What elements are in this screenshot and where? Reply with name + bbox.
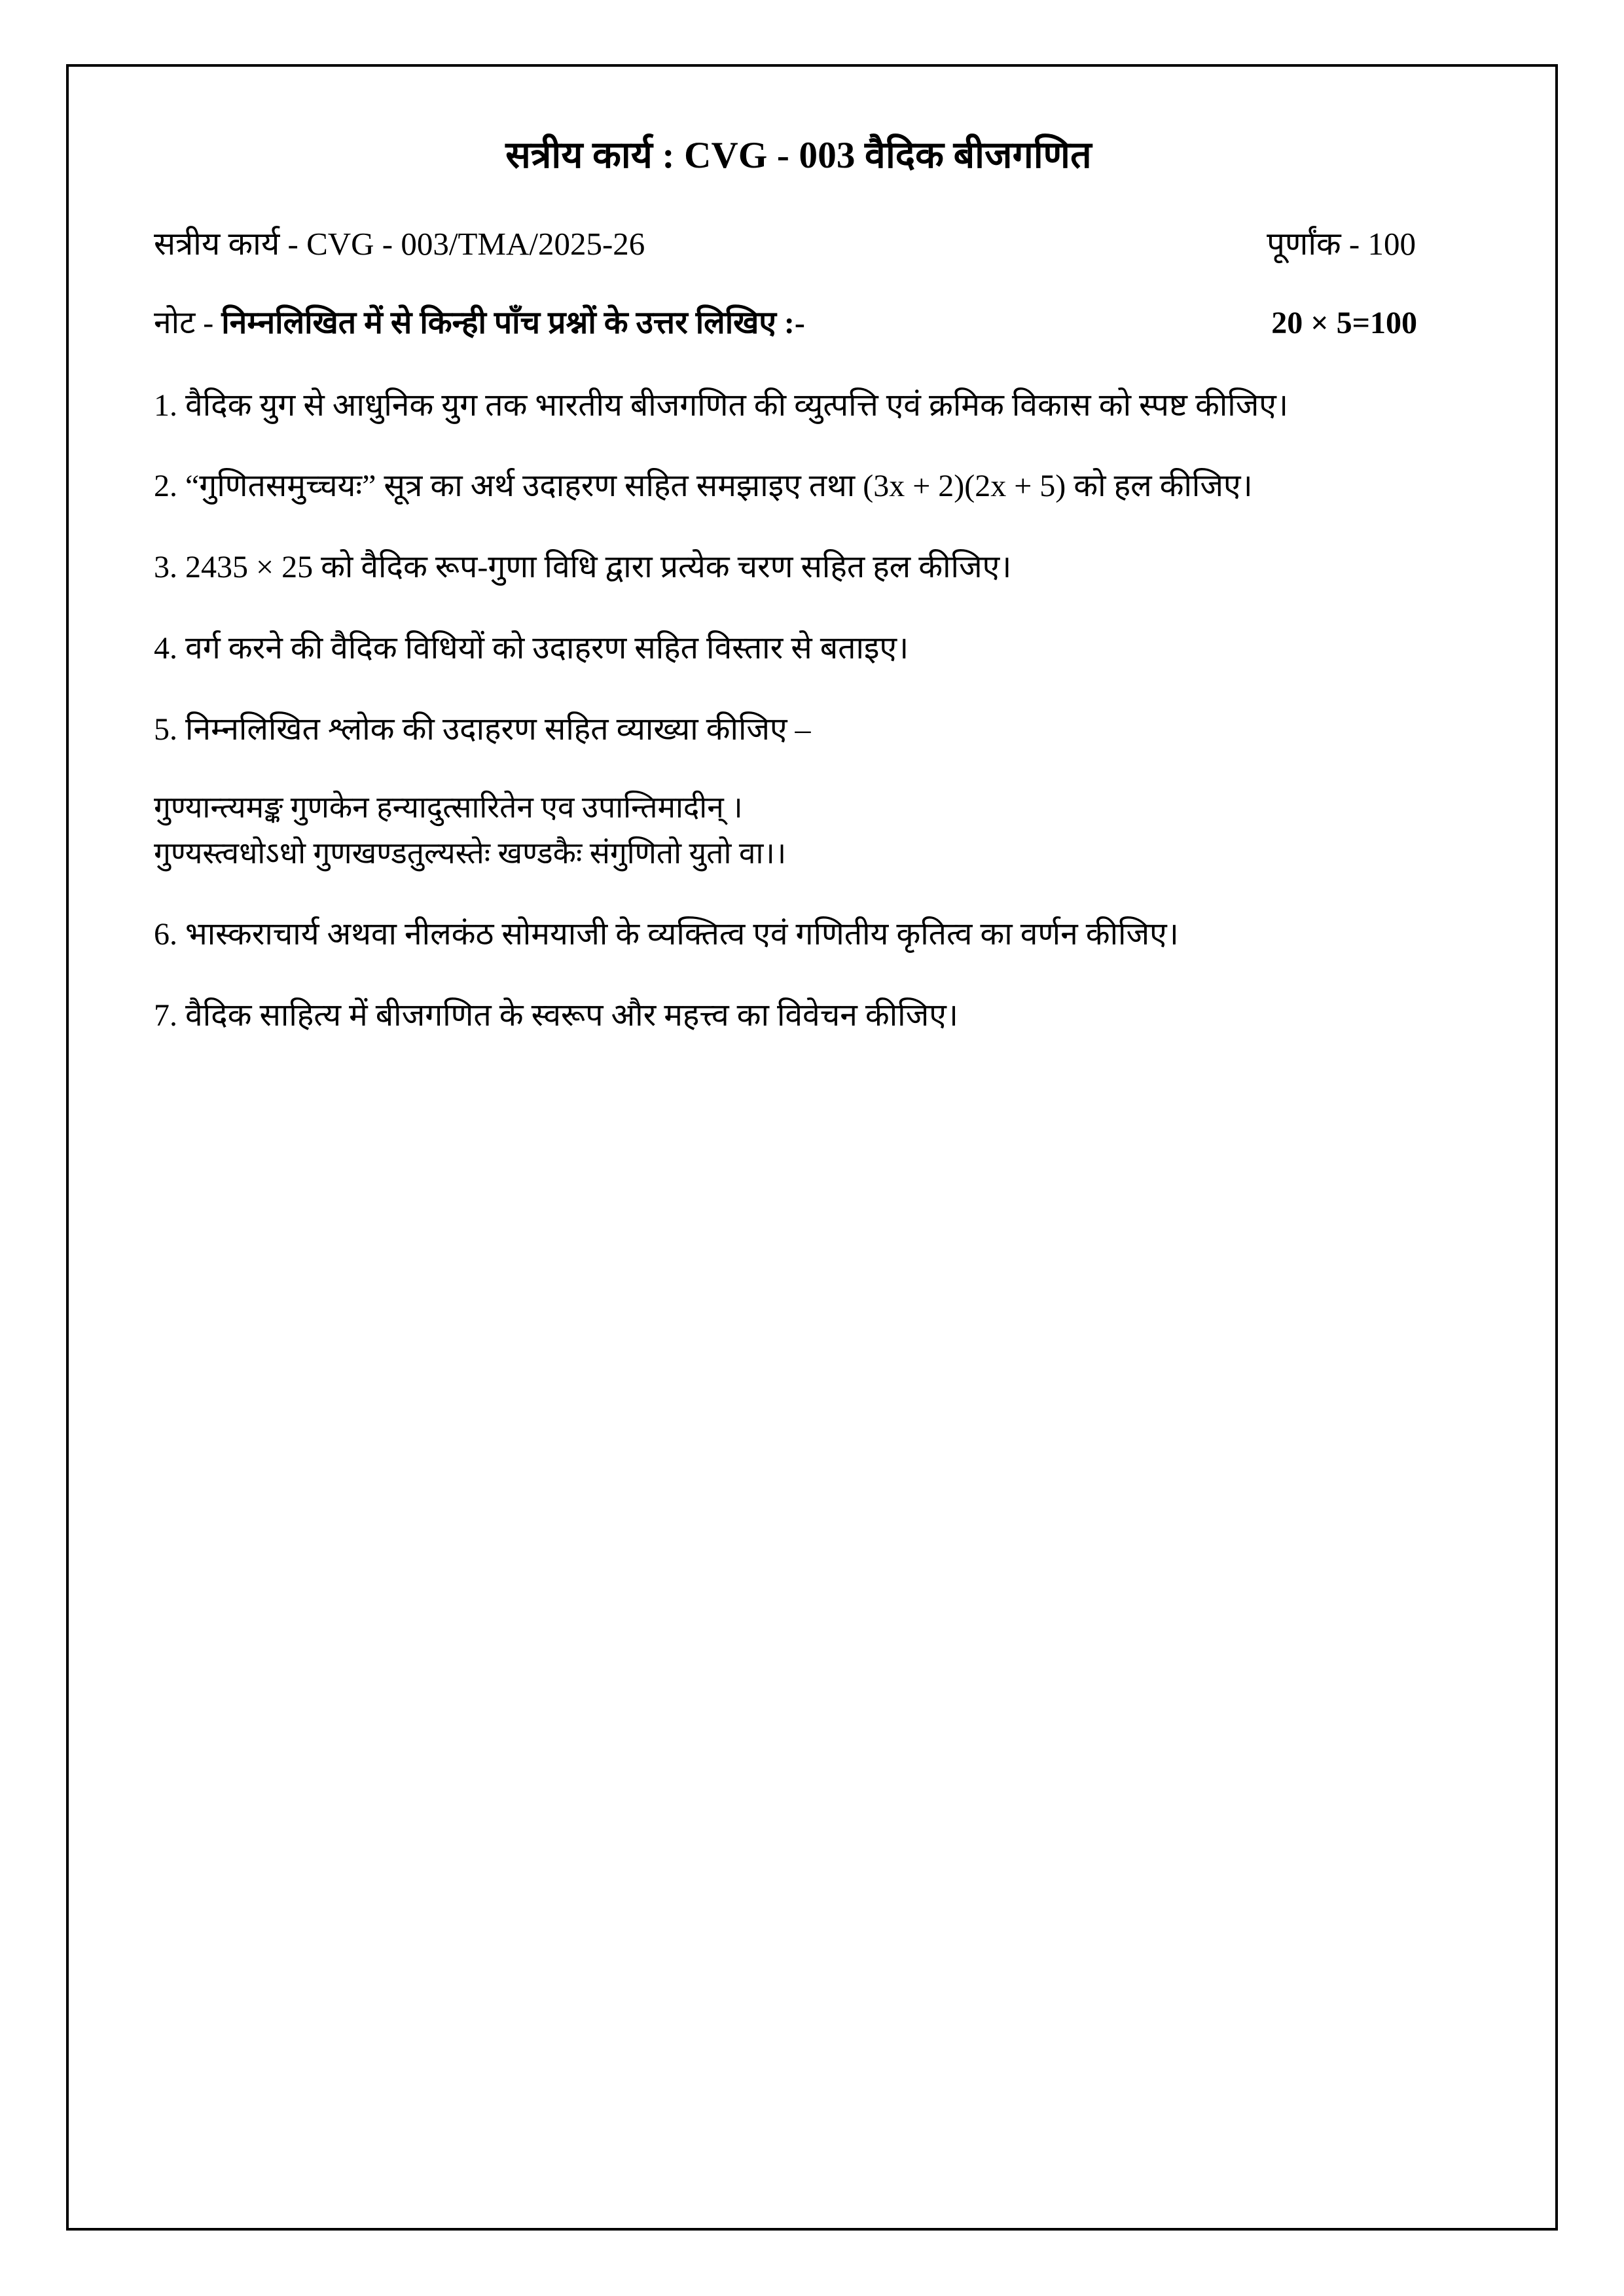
question-item: 4. वर्ग करने की वैदिक विधियों को उदाहरण सहित विस्तार से बताइए। [154, 630, 909, 666]
page-title-subject: बीजगणित [953, 135, 1092, 176]
page-title-plain: सत्रीय कार्य : CVG - 003 वैदिक [505, 135, 954, 176]
marks-scheme: 20 × 5=100 [1271, 305, 1417, 340]
verse-line: गुण्यान्त्यमङ्क गुणकेन हन्यादुत्सारितेन एव उपान्तिमादीन् । [154, 791, 743, 825]
page-title [154, 131, 1443, 181]
document-content [154, 131, 1443, 1071]
sanskrit-verse [154, 785, 1443, 876]
assignment-code: सत्रीय कार्य - CVG - 003/TMA/2025-26 [154, 225, 645, 262]
question-item: 1. वैदिक युग से आधुनिक युग तक भारतीय बीजगणित की व्युत्पत्ति एवं क्रमिक विकास को स्पष्ट कीजिए। [154, 387, 1289, 423]
question-item: 3. 2435 × 25 को वैदिक रूप-गुणा विधि द्वारा प्रत्येक चरण सहित हल कीजिए। [154, 550, 1012, 585]
instruction-body: निम्नलिखित में से किन्ही पाँच प्रश्नों के उत्तर लिखिए :- [221, 305, 805, 340]
question-item: 7. वैदिक साहित्य में बीजगणित के स्वरूप और महत्त्व का विवेचन कीजिए। [154, 998, 958, 1033]
instruction-label: नोट - [154, 305, 222, 340]
verse-line: गुण्यस्त्वधोऽधो गुणखण्डतुल्यस्तेः खण्डकैः संगुणितो युतो वा।। [154, 836, 787, 870]
instruction-row [154, 301, 1443, 345]
question-item: 2. “गुणितसमुच्चयः” सूत्र का अर्थ उदाहरण सहित समझाइए तथा (3x + 2)(2x + 5) को हल कीजिए। [154, 469, 1253, 504]
max-marks: पूर्णांक - 100 [1267, 225, 1416, 262]
question-item: 6. भास्कराचार्य अथवा नीलकंठ सोमयाजी के व्यक्तित्व एवं गणितीय कृतित्व का वर्णन कीजिए। [154, 917, 1179, 952]
instruction-text [154, 301, 805, 345]
assignment-meta-row [154, 222, 1443, 267]
question-item: 5. निम्नलिखित श्लोक की उदाहरण सहित व्याख्या कीजिए – [154, 711, 811, 747]
